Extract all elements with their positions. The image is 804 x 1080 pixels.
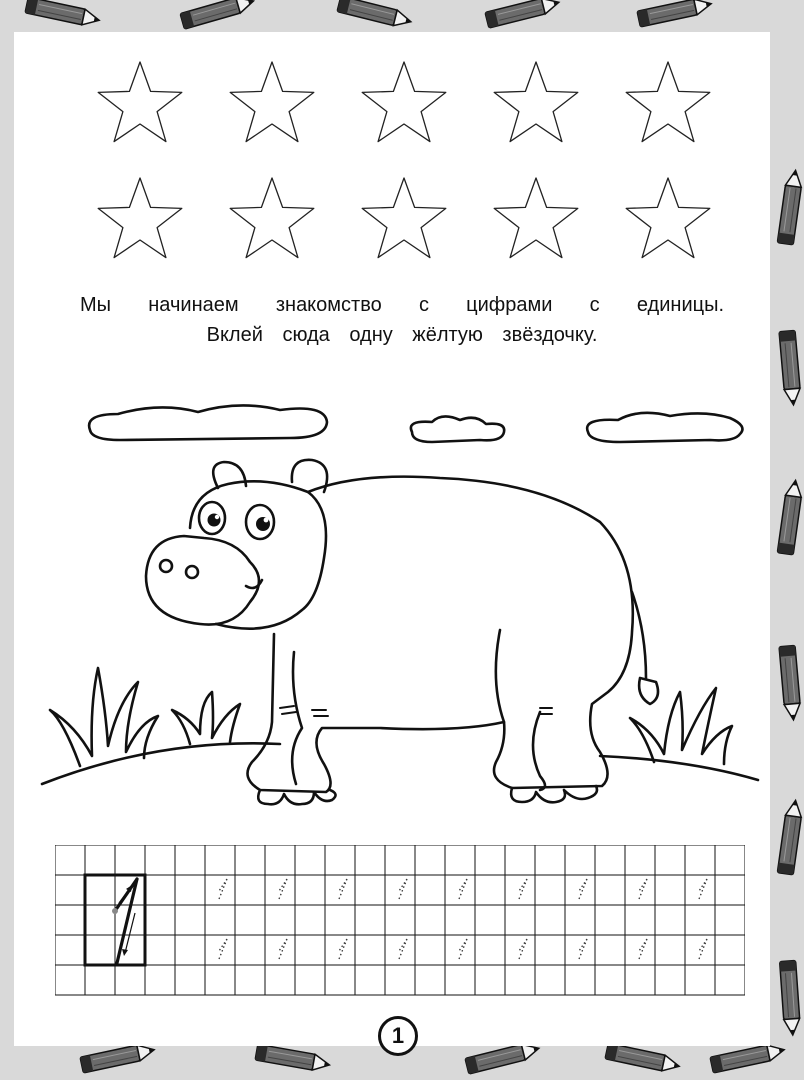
star-outline-icon: [626, 178, 710, 258]
star-outline-icon: [230, 178, 314, 258]
cloud-icon: [89, 405, 327, 440]
pencil-icon: [485, 0, 561, 28]
pencil-icon: [605, 1043, 681, 1074]
star-outline-icon: [98, 178, 182, 258]
star-sticker-slots: [92, 60, 732, 272]
cloud-icon: [587, 413, 742, 442]
instruction-line-2: Вклей сюда одну жёлтую звёздочку.: [206, 324, 598, 346]
hippo-nostril: [160, 560, 172, 572]
hippo-illustration: [40, 392, 760, 822]
star-outline-icon: [362, 178, 446, 258]
cloud-icon: [411, 416, 504, 442]
pencil-icon: [777, 169, 803, 245]
star-outline-icon: [362, 62, 446, 142]
hippo-knee-marks: [280, 706, 552, 716]
hill-line: [600, 756, 758, 780]
pencil-icon: [255, 1044, 331, 1073]
hippo-body: [248, 477, 633, 792]
hippo-tail: [639, 678, 658, 704]
tracing-grid: [55, 845, 745, 997]
hippo-tail: [632, 592, 646, 678]
pencil-icon: [80, 1042, 156, 1073]
pencil-icon: [779, 645, 801, 720]
pencil-icon: [25, 0, 101, 28]
star-outline-icon: [626, 62, 710, 142]
grass-icon: [50, 668, 158, 766]
digit-one-trace-icon: [112, 879, 137, 963]
star-outline-icon: [230, 62, 314, 142]
star-outline-icon: [494, 62, 578, 142]
star-outline-icon: [494, 178, 578, 258]
pencil-icon: [710, 1042, 786, 1073]
star-row-top: [98, 62, 710, 142]
hippo-head: [190, 481, 326, 628]
pencil-icon: [180, 0, 256, 29]
dotted-trace-row: [219, 879, 707, 959]
grass-icon: [172, 692, 240, 744]
pencil-icon: [779, 330, 801, 405]
pencil-icon: [637, 0, 713, 27]
hippo-nostril: [186, 566, 198, 578]
star-outline-icon: [98, 62, 182, 142]
pencil-icon: [777, 479, 803, 555]
hippo-snout: [146, 536, 259, 625]
page-number: 1: [378, 1016, 418, 1056]
hippo-leg: [292, 652, 302, 784]
instruction-line-1: Мы начинаем знакомство с цифрами с единицы.: [80, 294, 724, 316]
hippo-leg: [496, 630, 504, 722]
pencil-icon: [337, 0, 413, 29]
star-row-bottom: [98, 178, 710, 258]
pencil-icon: [780, 961, 801, 1036]
pencil-icon: [777, 799, 803, 875]
hippo-leg: [533, 712, 545, 790]
hill-line: [42, 743, 280, 784]
